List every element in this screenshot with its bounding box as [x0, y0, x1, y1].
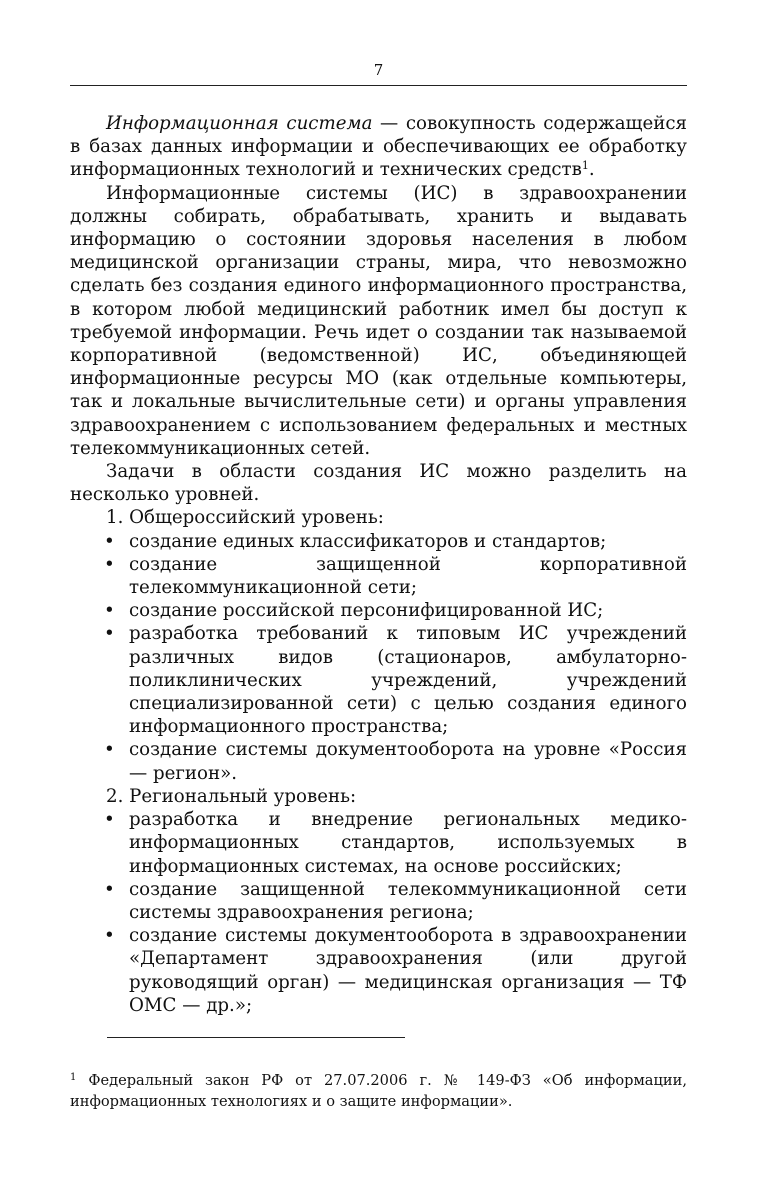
level-1-list	[70, 530, 687, 785]
footnote-text: Федеральный закон РФ от 27.07.2006 г. № 149-ФЗ «Об информации, информационных технологиях и о защите информации».	[70, 1072, 687, 1110]
level-1-heading: 1. Общероссийский уровень:	[106, 507, 384, 529]
bullet-icon: •	[104, 600, 115, 622]
level-2-list	[70, 808, 687, 1017]
list-item: • создание защищенной телекоммуникационной сети системы здравоохранения региона;	[104, 878, 687, 923]
list-item: • создание российской персонифицированной ИС;	[104, 600, 604, 622]
list-item: • создание системы документооборота в здравоохранении «Департамент здравоохранения (или другой руководящий орган) — медицинская организация — ТФ ОМС — др.»;	[104, 925, 687, 1016]
bullet-icon: •	[104, 925, 115, 947]
bullet-icon: •	[104, 553, 115, 575]
footnote-marker: 1	[70, 1072, 77, 1083]
bullet-icon: •	[104, 530, 115, 552]
header-rule	[70, 85, 687, 86]
intro-end: .	[588, 159, 595, 181]
bullet-icon: •	[104, 623, 115, 645]
intro-paragraph	[70, 112, 687, 182]
list-item: • создание защищенной корпоративной телекоммуникационной сети;	[104, 553, 687, 599]
bullet-icon: •	[104, 739, 115, 761]
list-item: • создание единых классификаторов и стандартов;	[104, 530, 607, 552]
level-2-heading: 2. Региональный уровень:	[106, 785, 357, 807]
defined-term: Информационная система	[106, 113, 373, 134]
definition-text: — совокупность содержащейся в базах данных информации и обеспечивающих ее обработку информационных технологий и технических средств	[70, 113, 687, 181]
bullet-icon: •	[104, 809, 115, 831]
footnote	[70, 1070, 687, 1112]
bullet-icon: •	[104, 878, 115, 900]
paragraph-is-description: Информационные системы (ИС) в здравоохранении должны собирать, обрабатывать, хранить и выдавать информацию о состоянии здоровья населения в любом медицинской организации страны, мира, что невозможно сделать без создания единого информационного пространства, в котором любой медицинский работник имел бы доступ к требуемой информации. Речь идет о создании так называемой корпоративной (ведомственной) ИС, объединяющей информационные ресурсы МО (как отдельные компьютеры, так и локальные вычислительные сети) и органы управления здравоохранением с использованием федеральных и местных телекоммуникационных сетей.	[70, 182, 687, 459]
main-text	[70, 112, 687, 1017]
list-item: • создание системы документооборота на уровне «Россия — регион».	[104, 739, 687, 784]
page-number: 7	[373, 61, 384, 79]
footnote-separator	[107, 1037, 405, 1038]
list-item: • разработка и внедрение региональных медико-информационных стандартов, используемых в информационных системах, на основе российских;	[104, 809, 687, 877]
footnote-reference[interactable]: 1	[581, 159, 589, 173]
list-item: • разработка требований к типовым ИС учреждений различных видов (стационаров, амбулаторно-поликлинических учреждений, учреждений специализированной сети) с целью создания единого информационного пространства;	[104, 623, 687, 738]
paragraph-tasks: Задачи в области создания ИС можно разделить на несколько уровней.	[70, 461, 687, 506]
